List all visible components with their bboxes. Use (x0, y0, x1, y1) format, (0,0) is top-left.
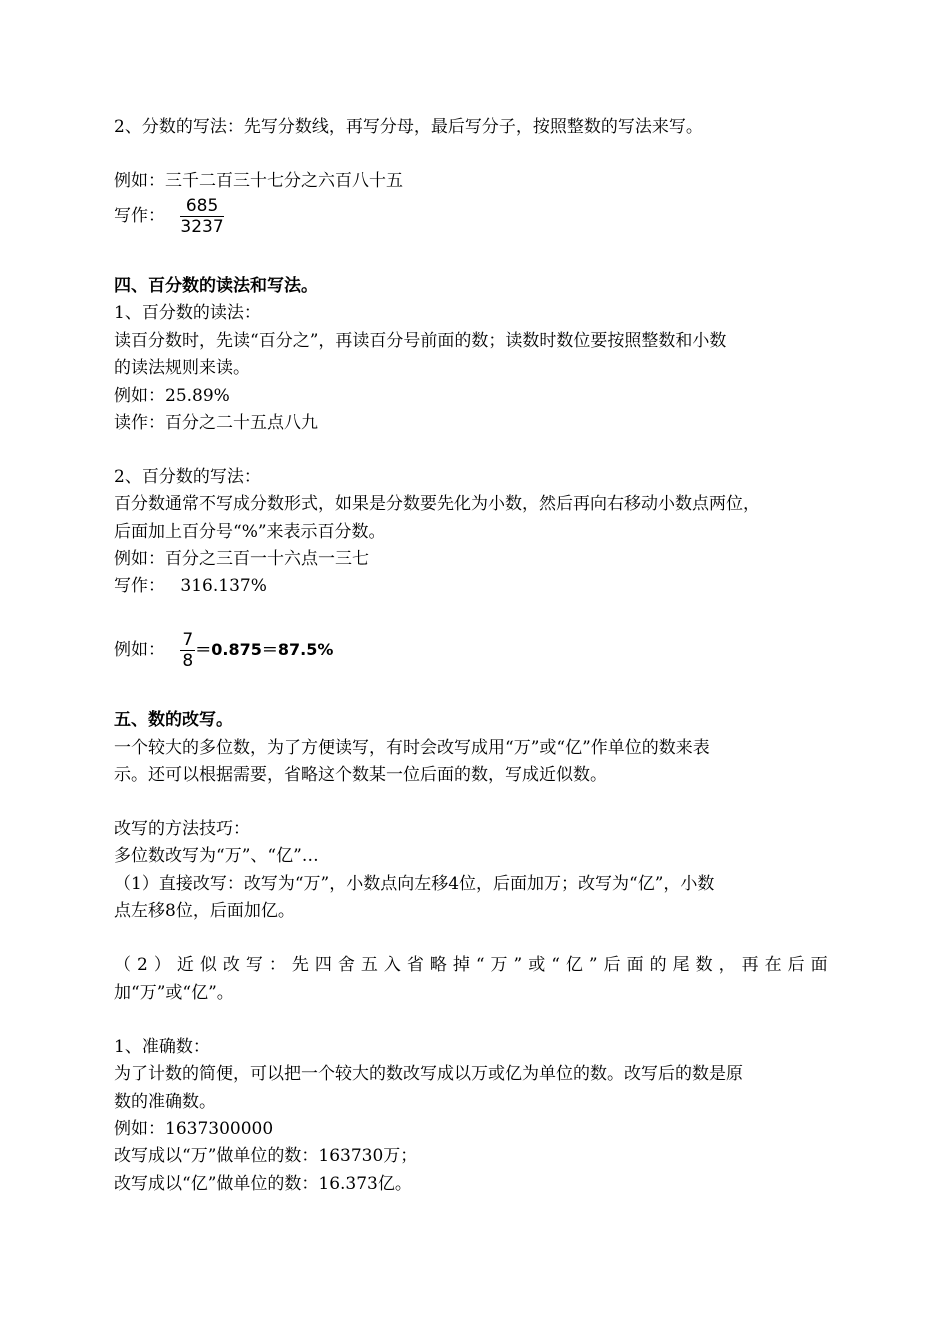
fraction-numerator: 685 (180, 196, 223, 217)
rewrite-intro-line-1: 一个较大的多位数，为了方便读写，有时会改写成用“万”或“亿”作单位的数来表 (114, 738, 710, 758)
percent-value: 316.137% (180, 576, 267, 596)
percent-reading-title: 1、百分数的读法： (114, 303, 261, 323)
fraction-numerator: 7 (182, 630, 194, 650)
direct-rewrite-line-1: （1）直接改写：改写为“万”，小数点向左移4位，后面加万；改写为“亿”，小数 (114, 874, 715, 894)
exact-number-line-2: 数的准确数。 (114, 1092, 216, 1112)
approx-rewrite-line-1: （2）近似改写：先四舍五入省略掉“万”或“亿”后面的尾数，再在后面 (114, 955, 834, 975)
fraction-to-percent-example (114, 628, 333, 674)
percent-writing-title: 2、百分数的写法： (114, 467, 261, 487)
rewrite-wan-result: 改写成以“万”做单位的数：163730万； (114, 1146, 418, 1166)
section-4-heading: 四、百分数的读法和写法。 (114, 276, 318, 296)
section-5-heading: 五、数的改写。 (114, 710, 233, 730)
exact-number-line-1: 为了计数的简便，可以把一个较大的数改写成以万或亿为单位的数。改写后的数是原 (114, 1064, 743, 1084)
percent-reading-rule-line-1: 读百分数时，先读“百分之”，再读百分号前面的数；读数时数位要按照整数和小数 (114, 331, 727, 351)
fraction-writing-example: 例如：三千二百三十七分之六百八十五 (114, 171, 403, 191)
rewrite-yi-result: 改写成以“亿”做单位的数：16.373亿。 (114, 1174, 412, 1194)
percent-writing-example: 例如：百分之三百一十六点一三七 (114, 549, 369, 569)
example-label: 例如： (114, 640, 165, 660)
fraction-writing-result (114, 196, 224, 240)
exact-number-title: 1、准确数： (114, 1037, 210, 1057)
conversion-equation: ＝0.875＝87.5% (195, 640, 334, 659)
fraction-writing-title: 2、分数的写法：先写分数线，再写分母，最后写分子，按照整数的写法来写。 (114, 117, 703, 137)
percent-writing-result (114, 575, 267, 597)
write-label: 写作： (114, 576, 165, 596)
percent-reading-result: 读作：百分之二十五点八九 (114, 413, 318, 433)
fraction (180, 630, 195, 671)
percent-writing-rule-line-1: 百分数通常不写成分数形式，如果是分数要先化为小数，然后再向右移动小数点两位， (114, 494, 760, 514)
fraction-denominator: 3237 (180, 217, 224, 237)
rewrite-multi-digit: 多位数改写为“万”、“亿”… (114, 846, 319, 866)
write-label: 写作： (114, 206, 165, 226)
percent-reading-rule-line-2: 的读法规则来读。 (114, 358, 250, 378)
fraction-denominator: 8 (182, 651, 194, 671)
rewrite-tips-title: 改写的方法技巧： (114, 819, 250, 839)
approx-rewrite-line-2: 加“万”或“亿”。 (114, 983, 234, 1003)
percent-writing-rule-line-2: 后面加上百分号“%”来表示百分数。 (114, 522, 386, 542)
percent-reading-example: 例如：25.89% (114, 386, 230, 406)
rewrite-intro-line-2: 示。还可以根据需要，省略这个数某一位后面的数，写成近似数。 (114, 765, 607, 785)
direct-rewrite-line-2: 点左移8位，后面加亿。 (114, 901, 295, 921)
fraction (180, 196, 223, 237)
exact-number-example: 例如：1637300000 (114, 1119, 274, 1139)
